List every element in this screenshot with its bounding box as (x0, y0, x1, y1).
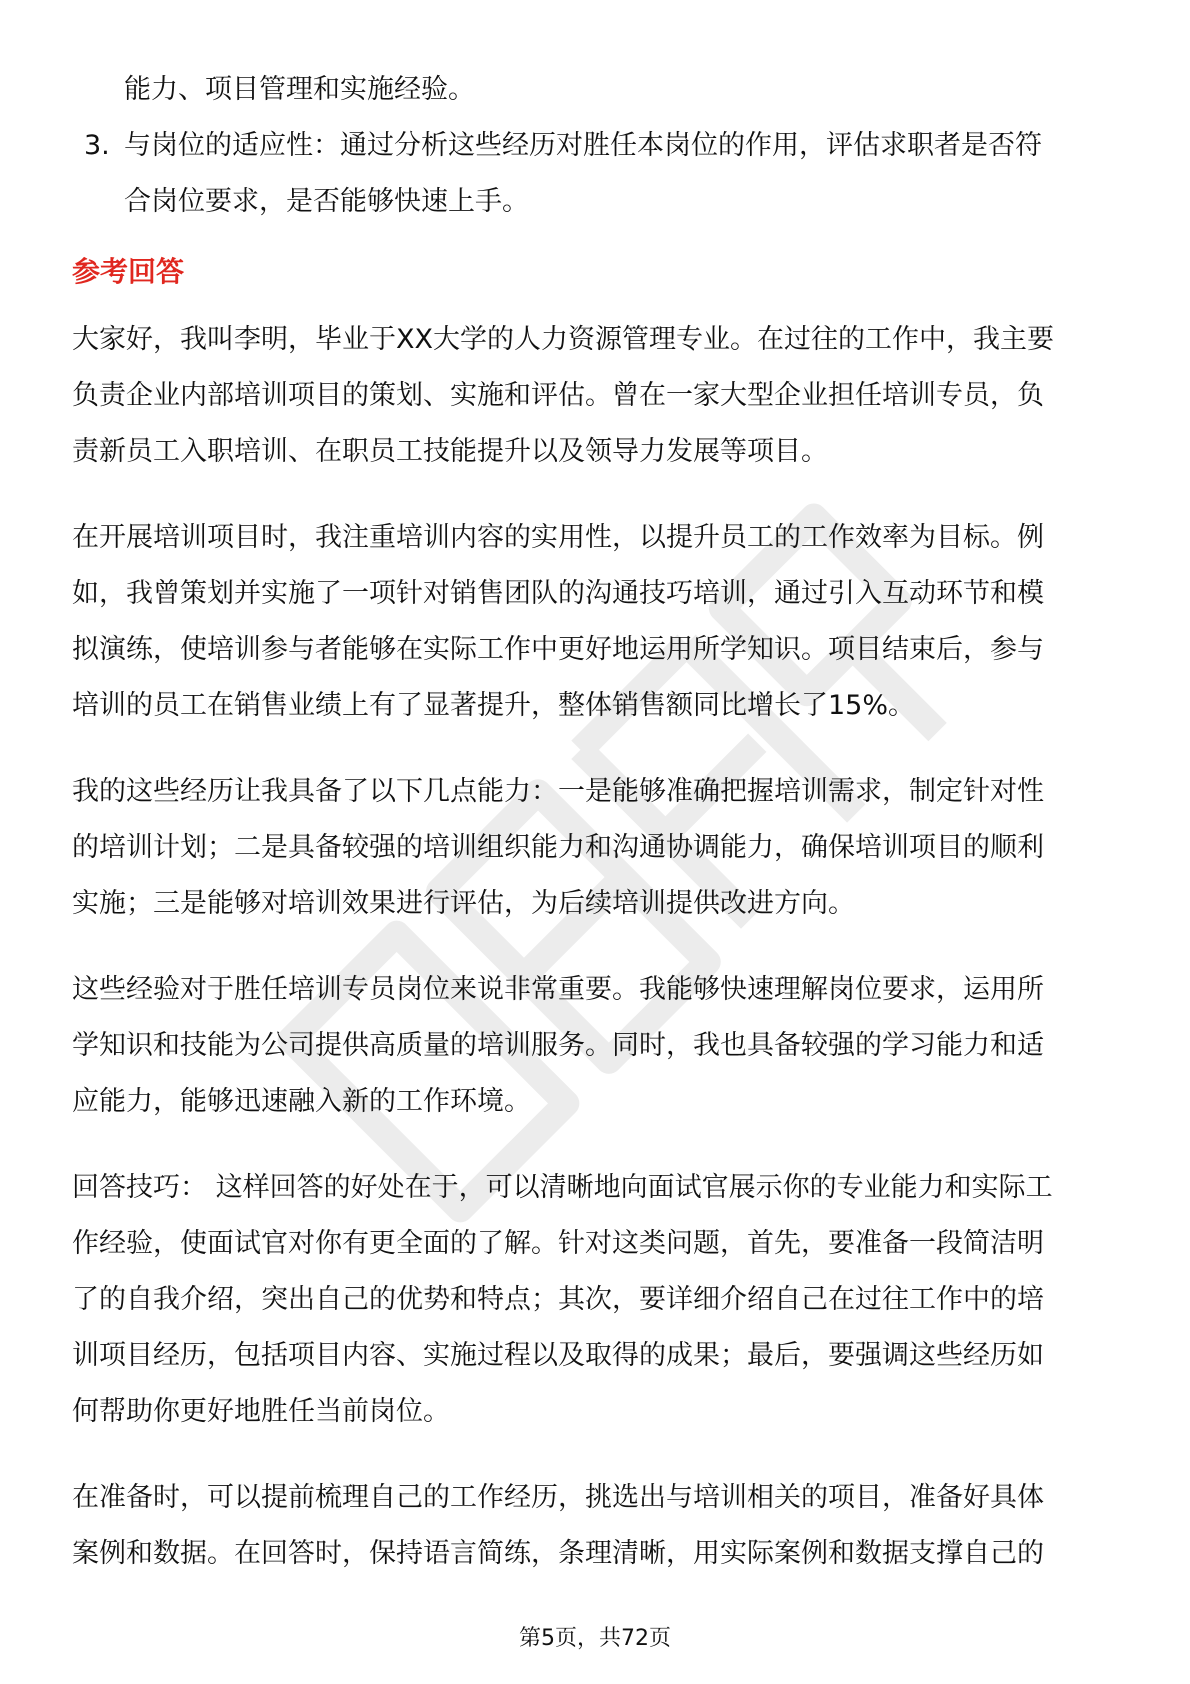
list-item-3 (72, 118, 1122, 230)
text-line: 训项目经历，包括项目内容、实施过程以及取得的成果；最后，要强调这些经历如 (72, 1340, 1044, 1371)
page-footer: 第5页，共72页 (519, 1626, 671, 1651)
text-line: 我的这些经历让我具备了以下几点能力：一是能够准确把握培训需求，制定针对性 (72, 776, 1044, 807)
text-line: 回答技巧： 这样回答的好处在于，可以清晰地向面试官展示你的专业能力和实际工 (72, 1172, 1053, 1203)
paragraph-abilities (72, 764, 1122, 932)
list-continuation-line: 能力、项目管理和实施经验。 (124, 74, 475, 105)
text-line: 实施；三是能够对培训效果进行评估，为后续培训提供改进方向。 (72, 888, 855, 919)
list-item-line: 与岗位的适应性：通过分析这些经历对胜任本岗位的作用，评估求职者是否符 (124, 130, 1042, 161)
paragraph-preparation (72, 1470, 1122, 1582)
text-line: 培训的员工在销售业绩上有了显著提升，整体销售额同比增长了15%。 (72, 690, 916, 721)
paragraph-intro (72, 312, 1122, 480)
text-line: 负责企业内部培训项目的策划、实施和评估。曾在一家大型企业担任培训专员，负 (72, 380, 1044, 411)
text-line: 责新员工入职培训、在职员工技能提升以及领导力发展等项目。 (72, 436, 828, 467)
paragraph-fit (72, 962, 1122, 1130)
text-line: 应能力，能够迅速融入新的工作环境。 (72, 1086, 531, 1117)
list-item-line: 合岗位要求，是否能够快速上手。 (124, 186, 529, 217)
paragraph-project (72, 510, 1122, 734)
text-line: 如，我曾策划并实施了一项针对销售团队的沟通技巧培训，通过引入互动环节和模 (72, 578, 1044, 609)
section-heading: 参考回答 (72, 255, 185, 288)
paragraph-tips (72, 1160, 1122, 1440)
text-line: 案例和数据。在回答时，保持语言简练，条理清晰，用实际案例和数据支撑自己的 (72, 1538, 1044, 1569)
text-line: 在准备时，可以提前梳理自己的工作经历，挑选出与培训相关的项目，准备好具体 (72, 1482, 1044, 1513)
text-line: 在开展培训项目时，我注重培训内容的实用性，以提升员工的工作效率为目标。例 (72, 522, 1044, 553)
text-line: 了的自我介绍，突出自己的优势和特点；其次，要详细介绍自己在过往工作中的培 (72, 1284, 1044, 1315)
text-line: 拟演练，使培训参与者能够在实际工作中更好地运用所学知识。项目结束后，参与 (72, 634, 1044, 665)
text-line: 学知识和技能为公司提供高质量的培训服务。同时，我也具备较强的学习能力和适 (72, 1030, 1044, 1061)
text-line: 作经验，使面试官对你有更全面的了解。针对这类问题，首先，要准备一段简洁明 (72, 1228, 1044, 1259)
text-line: 大家好，我叫李明，毕业于XX大学的人力资源管理专业。在过往的工作中，我主要 (72, 324, 1054, 355)
text-line: 的培训计划；二是具备较强的培训组织能力和沟通协调能力，确保培训项目的顺利 (72, 832, 1044, 863)
page-content (72, 62, 1122, 1612)
text-line: 何帮助你更好地胜任当前岗位。 (72, 1396, 450, 1427)
text-line: 这些经验对于胜任培训专员岗位来说非常重要。我能够快速理解岗位要求，运用所 (72, 974, 1044, 1005)
list-number: 3. (84, 130, 110, 161)
